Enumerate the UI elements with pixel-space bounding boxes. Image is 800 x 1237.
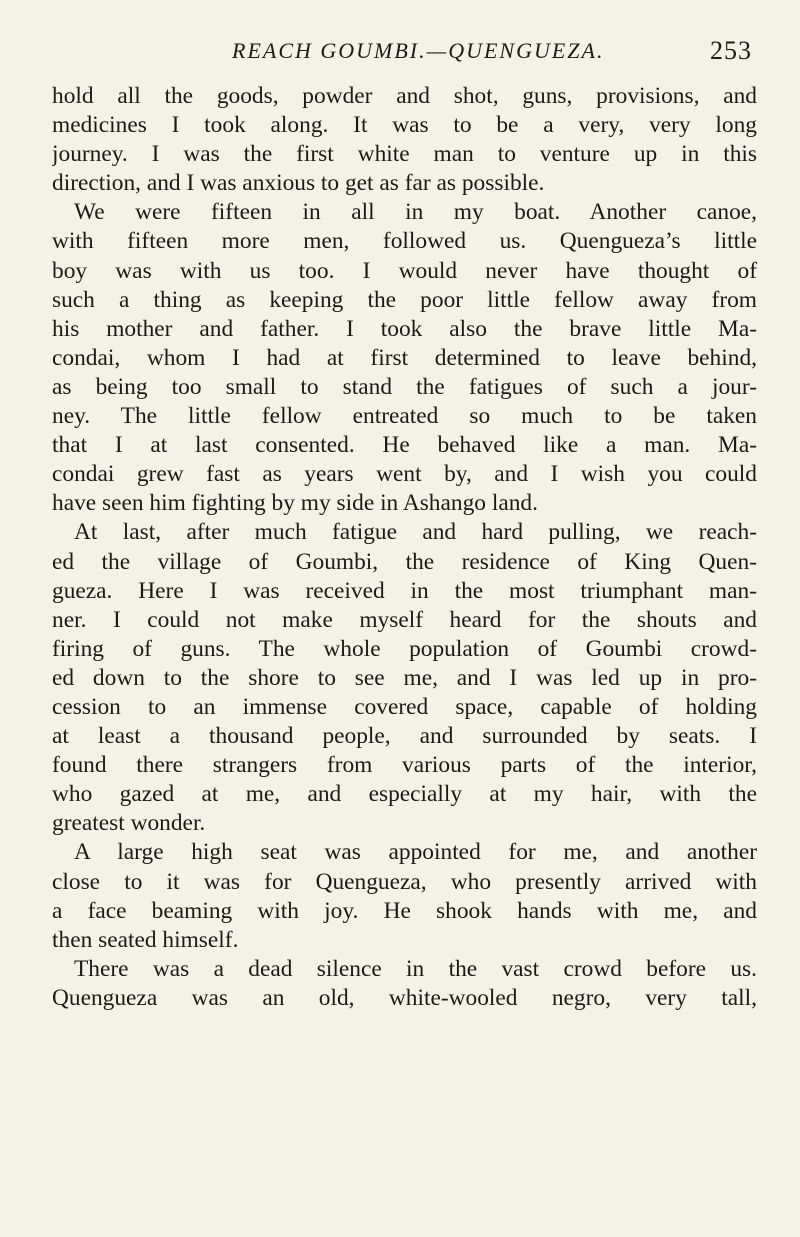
text-line: at least a thousand people, and surrounded by seats. I — [52, 723, 757, 750]
text-line: then seated himself. — [52, 926, 239, 953]
text-line: Quengueza was an old, white-wooled negro, very tall, — [52, 984, 757, 1011]
body-text — [52, 82, 757, 1013]
text-line: his mother and father. I took also the brave little Ma- — [52, 315, 757, 342]
text-line: condai grew fast as years went by, and I wish you could — [52, 461, 757, 488]
text-line: boy was with us too. I would never have thought of — [52, 257, 757, 284]
text-line: medicines I took along. It was to be a very, very long — [52, 112, 757, 139]
text-line: ed down to the shore to see me, and I was led up in pro- — [52, 664, 757, 691]
text-line: cession to an immense covered space, capable of holding — [52, 693, 757, 720]
text-line: gueza. Here I was received in the most triumphant man- — [52, 577, 757, 604]
text-line: close to it was for Quengueza, who presently arrived with — [52, 868, 757, 895]
text-line: as being too small to stand the fatigues of such a jour- — [52, 373, 757, 400]
text-line: condai, whom I had at first determined to leave behind, — [52, 344, 757, 371]
text-line: who gazed at me, and especially at my hair, with the — [52, 781, 757, 808]
running-head — [232, 32, 752, 72]
text-line: greatest wonder. — [52, 810, 206, 837]
running-title: REACH GOUMBI.—QUENGUEZA. — [232, 38, 605, 63]
text-line: ed the village of Goumbi, the residence of King Quen- — [52, 548, 757, 575]
text-line: firing of guns. The whole population of Goumbi crowd- — [52, 635, 757, 662]
text-line: found there strangers from various parts of the interior, — [52, 752, 757, 779]
paragraph-start-line: A large high seat was appointed for me, and another — [74, 839, 757, 866]
text-line: that I at last consented. He behaved like a man. Ma- — [52, 432, 757, 459]
text-line: such a thing as keeping the poor little fellow away from — [52, 286, 757, 313]
paragraph-start-line: At last, after much fatigue and hard pulling, we reach- — [74, 519, 757, 546]
text-line: a face beaming with joy. He shook hands with me, and — [52, 897, 757, 924]
text-line: direction, and I was anxious to get as far as possible. — [52, 170, 545, 197]
text-line: have seen him fighting by my side in Ashango land. — [52, 490, 538, 517]
paragraph-start-line: There was a dead silence in the vast crowd before us. — [74, 955, 757, 982]
text-line: hold all the goods, powder and shot, guns, provisions, and — [52, 83, 757, 109]
text-line: journey. I was the first white man to venture up in this — [52, 141, 757, 168]
page-number: 253 — [710, 36, 752, 65]
text-line: with fifteen more men, followed us. Quengueza’s little — [52, 228, 757, 255]
text-line: ney. The little fellow entreated so much to be taken — [52, 403, 757, 430]
paragraph-start-line: We were fifteen in all in my boat. Another canoe, — [74, 199, 757, 226]
text-line: ner. I could not make myself heard for the shouts and — [52, 606, 757, 633]
